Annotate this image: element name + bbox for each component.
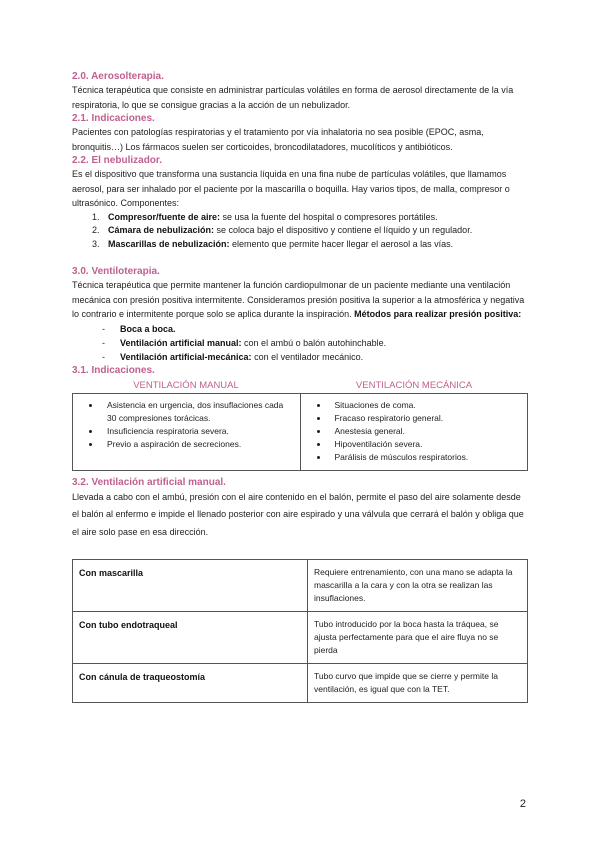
mecanica-list <box>307 399 522 464</box>
table-row <box>73 560 528 612</box>
list-item: • Anestesia general. <box>329 425 522 438</box>
component-term: Mascarillas de nebulización: <box>108 238 230 249</box>
methods-list <box>72 322 528 364</box>
heading-nebulizador: 2.2. El nebulizador. <box>72 155 163 166</box>
paragraph-indicaciones: Pacientes con patologías respiratorias y el tratamiento por vía inhalatoria no sea posible (EPOC, asma, bronquitis…) Los fármacos suelen ser corticoides, broncodilatadores, mucolíticos y antibióticos. <box>72 127 484 152</box>
list-item: • Asistencia en urgencia, dos insuflaciones cada 30 compresiones torácicas. <box>101 399 294 425</box>
component-term: Compresor/fuente de aire: <box>108 211 221 222</box>
method-desc: con el ambú o balón autohinchable. <box>241 337 387 348</box>
list-item <box>102 322 528 336</box>
ventilation-table-headers <box>72 379 528 392</box>
table-row <box>73 393 528 470</box>
component-desc: se usa la fuente del hospital o compresores portátiles. <box>220 211 438 222</box>
paragraph-aerosolterapia: Técnica terapéutica que consiste en administrar partículas volátiles en forma de aerosol directamente de la vía respiratoria, lo que se consigue gracias a la acción de un nebulizador. <box>72 85 514 110</box>
table-row <box>73 664 528 703</box>
mode-desc: Requiere entrenamiento, con una mano se adapta la mascarilla a la cara y con la otra se realizan las insuflaciones. <box>308 560 528 612</box>
list-item: • Fracaso respiratorio general. <box>329 412 522 425</box>
ventiloterapia-text: Técnica terapéutica que permite mantener la función cardiopulmonar de un paciente mediante una ventilación mecánica con presión positiva intermitente. Consideramos presión positiva la superior a la atmosférica y negativa lo contrario e intermitente porque solo se aplica durante la inspiración. <box>72 280 525 319</box>
list-item <box>102 211 528 225</box>
header-ventilacion-manual: VENTILACIÓN MANUAL <box>133 379 239 391</box>
manual-list <box>79 399 294 451</box>
list-item: • Hipoventilación severa. <box>329 438 522 451</box>
method-term: Boca a boca. <box>120 323 176 334</box>
heading-ventilacion-manual: 3.2. Ventilación artificial manual. <box>72 476 226 488</box>
components-list <box>72 211 528 252</box>
list-item <box>102 336 528 350</box>
heading-ventiloterapia: 3.0. Ventiloterapia. <box>72 266 160 277</box>
page-number: 2 <box>519 798 526 810</box>
paragraph-ventilacion-manual: Llevada a cabo con el ambú, presión con el aire contenido en el balón, permite el paso del aire solamente desde el balón al enfermo e impide el llenado posterior con aire espirado y una válvula que cerrará el balón y obliga que el aire solo pase en esa dirección. <box>72 491 524 537</box>
heading-aerosolterapia: 2.0. Aerosolterapia. <box>72 71 164 82</box>
table-row <box>73 612 528 664</box>
method-term: Ventilación artificial-mecánica: <box>120 351 252 362</box>
component-desc: elemento que permite hacer llegar el aerosol a las vías. <box>229 238 454 249</box>
methods-label: Métodos para realizar presión positiva: <box>354 309 522 319</box>
mode-label: Con tubo endotraqueal <box>73 612 308 664</box>
ventilation-indications-table <box>72 393 528 471</box>
list-item: • Situaciones de coma. <box>329 399 522 412</box>
paragraph-nebulizador: Es el dispositivo que transforma una sustancia líquida en una fina nube de partículas volátiles, que llamamos aerosol, para ser inhalado por el paciente por la mascarilla o boquilla. Hay varios tipos, de malla, compresor o ultrasónico. Componentes: <box>72 169 510 208</box>
header-ventilacion-mecanica: VENTILACIÓN MECÁNICA <box>355 379 473 391</box>
paragraph-ventiloterapia <box>72 278 528 322</box>
mecanica-cell <box>300 393 528 470</box>
mode-label: Con mascarilla <box>73 560 308 612</box>
list-item: • Previo a aspiración de secreciones. <box>101 438 294 451</box>
list-item <box>102 350 528 364</box>
component-term: Cámara de nebulización: <box>108 225 215 235</box>
heading-indicaciones: 2.1. Indicaciones. <box>72 113 155 124</box>
mode-desc: Tubo curvo que impide que se cierre y permite la ventilación, es igual que con la TET. <box>308 664 528 703</box>
list-item <box>102 238 528 252</box>
list-item: • Insuficiencia respiratoria severa. <box>101 425 294 438</box>
component-desc: se coloca bajo el dispositivo y contiene el líquido y un regulador. <box>214 225 473 235</box>
document-page <box>72 70 528 703</box>
method-desc: con el ventilador mecánico. <box>251 351 364 362</box>
mode-desc: Tubo introducido por la boca hasta la tráquea, se ajusta perfectamente para que el aire fluya no se pierda <box>308 612 528 664</box>
manual-cell <box>73 393 301 470</box>
method-term: Ventilación artificial manual: <box>120 337 242 348</box>
list-item <box>102 224 528 238</box>
heading-venti-indicaciones: 3.1. Indicaciones. <box>72 364 155 376</box>
manual-modes-table <box>72 559 528 703</box>
list-item: • Parálisis de músculos respiratorios. <box>329 451 522 464</box>
mode-label: Con cánula de traqueostomía <box>73 664 308 703</box>
